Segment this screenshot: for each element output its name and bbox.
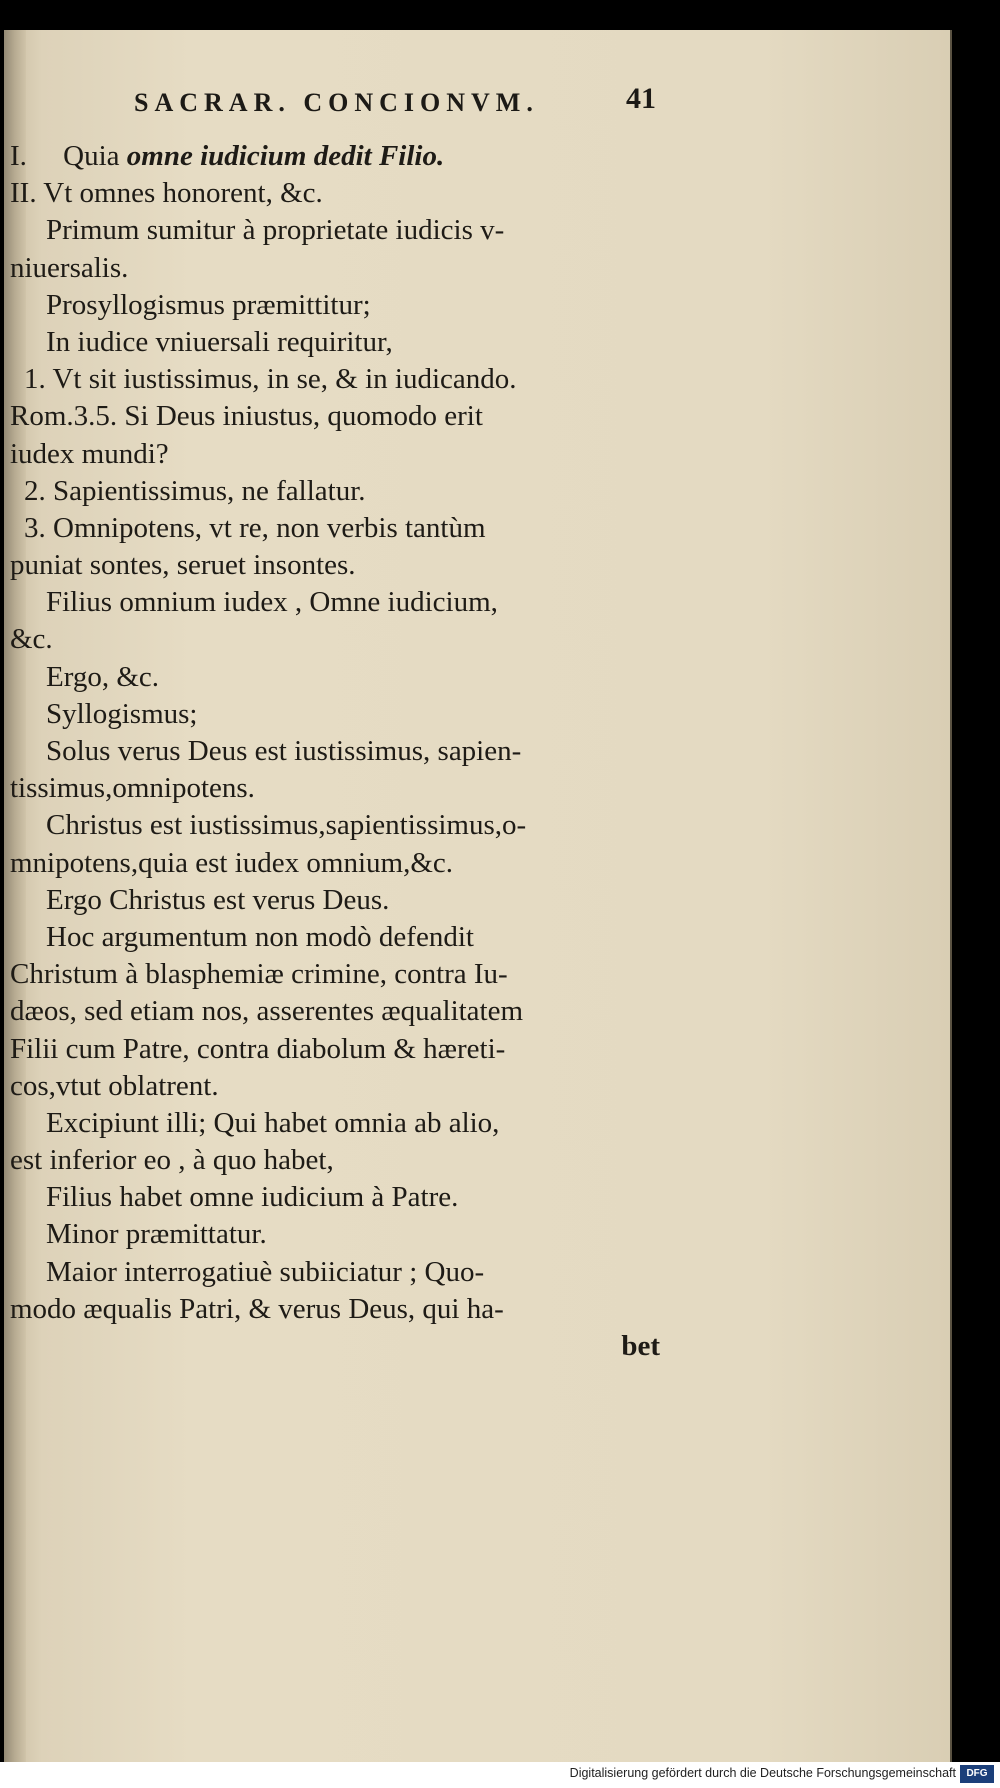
- text-line-27: Excipiunt illi; Qui habet omnia ab alio,: [46, 1106, 500, 1139]
- text-line-1: [10, 138, 660, 175]
- text-line-11: 3. Omnipotens, vt re, non verbis tantùm: [24, 511, 486, 544]
- footer-bar: [0, 1762, 1000, 1788]
- line-italic: omne iudicium dedit Filio.: [126, 140, 445, 172]
- dfg-logo: DFG: [960, 1765, 994, 1783]
- text-line-19: Christus est iustissimus,sapientissimus,o-: [46, 809, 527, 842]
- lines-container: [10, 175, 660, 1365]
- text-line-20: mnipotens,quia est iudex omnium,&c.: [10, 846, 454, 879]
- text-line-24: dæos, sed etiam nos, asserentes æqualitatem: [10, 995, 524, 1028]
- text-line-8: Rom.3.5. Si Deus iniustus, quomodo erit: [10, 400, 483, 433]
- line-roman: Quia: [63, 140, 127, 172]
- text-line-26: cos,vtut oblatrent.: [10, 1069, 219, 1102]
- footer-credit: Digitalisierung gefördert durch die Deutsche Forschungsgemeinschaft: [569, 1766, 956, 1780]
- text-line-9: iudex mundi?: [10, 437, 169, 470]
- text-line-4: niuersalis.: [10, 251, 129, 284]
- text-line-32: modo æqualis Patri, & verus Deus, qui ha-: [10, 1292, 504, 1325]
- text-block: [10, 138, 660, 1365]
- text-line-18: tissimus,omnipotens.: [10, 772, 255, 805]
- text-line-25: Filii cum Patre, contra diabolum & hæreti-: [10, 1032, 506, 1065]
- text-line-22: Hoc argumentum non modò defendit: [46, 920, 474, 953]
- text-line-23: Christum à blasphemiæ crimine, contra Iu-: [10, 958, 508, 991]
- text-line-16: Syllogismus;: [46, 697, 198, 730]
- text-line-21: Ergo Christus est verus Deus.: [46, 883, 390, 916]
- text-line-30: Minor præmittatur.: [46, 1218, 267, 1251]
- text-line-12: puniat sontes, seruet insontes.: [10, 549, 356, 582]
- text-line-7: 1. Vt sit iustissimus, in se, & in iudicando.: [24, 363, 517, 396]
- running-title: SACRAR. CONCIONVM.: [134, 88, 539, 117]
- text-line-6: In iudice vniuersali requiritur,: [46, 325, 393, 358]
- text-line-14: &c.: [10, 623, 53, 656]
- text-line-29: Filius habet omne iudicium à Patre.: [46, 1181, 459, 1214]
- text-line-13: Filius omnium iudex , Omne iudicium,: [46, 586, 498, 619]
- text-line-2: II. Vt omnes honorent, &c.: [10, 177, 323, 210]
- page-number: 41: [626, 82, 656, 115]
- text-line-17: Solus verus Deus est iustissimus, sapien-: [46, 735, 522, 767]
- text-line-5: Prosyllogismus præmittitur;: [46, 288, 371, 321]
- text-line-28: est inferior eo , à quo habet,: [10, 1144, 334, 1177]
- book-page: [4, 30, 952, 1762]
- text-line-10: 2. Sapientissimus, ne fallatur.: [24, 474, 366, 507]
- page-header: [4, 82, 950, 128]
- line-numeral: I.: [10, 140, 27, 172]
- text-line-3: Primum sumitur à proprietate iudicis v-: [46, 214, 505, 247]
- text-line-31: Maior interrogatiuè subiiciatur ; Quo-: [46, 1255, 485, 1288]
- text-line-15: Ergo, &c.: [46, 660, 160, 693]
- text-line-33: bet: [621, 1330, 660, 1362]
